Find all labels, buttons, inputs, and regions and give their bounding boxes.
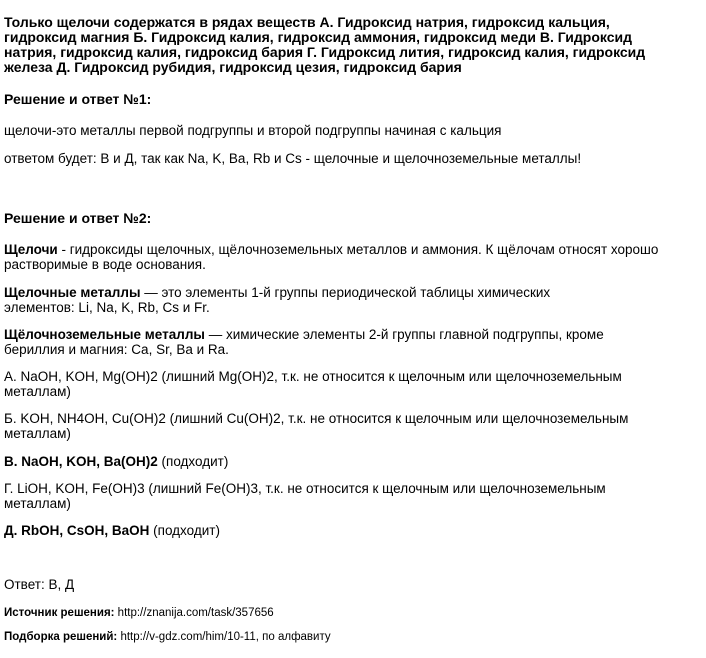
earth-metals-term: Щёлочноземельные металлы	[4, 327, 205, 342]
solution-1-line-1: щелочи-это металлы первой подгруппы и второй подгруппы начиная с кальция	[4, 123, 502, 138]
selection-link[interactable]: http://v-gdz.com/him/10-11, по алфавиту	[117, 631, 331, 643]
solution-2-heading: Решение и ответ №2:	[4, 210, 152, 226]
alkali-metals-definition	[4, 285, 594, 315]
option-d	[4, 523, 694, 538]
option-a: А. NaOH, KOH, Mg(OH)2 (лишний Mg(OH)2, т.к. не относится к щелочным или щелочноземельным металлам)	[4, 369, 622, 399]
alkali-definition	[4, 242, 694, 272]
option-v	[4, 454, 694, 469]
solution-1-heading: Решение и ответ №1:	[4, 91, 152, 107]
alkali-metals-def: — это элементы 1-й группы периодической таблицы химических элементов: Li, Na, K, Rb, Cs и Fr.	[4, 285, 551, 315]
solution-1-line-2: ответом будет: В и Д, так как Na, K, Ba, Rb и Cs - щелочные и щелочноземельные металлы!	[4, 151, 582, 166]
option-g: Г. LiOH, KOH, Fe(OH)3 (лишний Fe(OH)3, т.к. не относится к щелочным или щелочноземельным металлам)	[4, 481, 606, 511]
option-d-formulas: Д. RbOH, CsOH, BaOH	[4, 523, 150, 538]
option-b: Б. KOH, NH4OH, Cu(OH)2 (лишний Cu(OH)2, т.к. не относится к щелочным или щелочноземельным металлам)	[4, 411, 629, 441]
selection-line	[4, 630, 331, 644]
earth-metals-def: — химические элементы 2-й группы главной подгруппы, кроме бериллия и магния: Ca, Sr, Ba и Ra.	[4, 327, 604, 357]
final-answer: Ответ: В, Д	[4, 577, 75, 592]
earth-metals-definition	[4, 327, 664, 357]
option-v-note: (подходит)	[157, 454, 229, 469]
option-d-note: (подходит)	[149, 523, 220, 538]
option-v-formulas: В. NaOH, KOH, Ba(OH)2	[4, 454, 158, 469]
alkali-term: Щелочи	[4, 242, 58, 257]
selection-label: Подборка решений:	[4, 631, 118, 643]
source-link[interactable]: http://znanija.com/task/357656	[114, 607, 274, 619]
source-line	[4, 606, 274, 620]
alkali-metals-term: Щелочные металлы	[4, 285, 141, 300]
alkali-def: - гидроксиды щелочных, щёлочноземельных металлов и аммония. К щёлочам относят хорошо растворимые в воде основания.	[4, 242, 659, 272]
source-label: Источник решения:	[4, 607, 115, 619]
question-text: Только щелочи содержатся в рядах веществ А. Гидроксид натрия, гидроксид кальция, гидроксид магния Б. Гидроксид калия, гидроксид аммония, гидроксид меди В. Гидроксид натрия, гидроксид калия, гидроксид бария Г. Гидроксид лития, гидроксид калия, гидроксид железа Д. Гидроксид рубидия, гидроксид цезия, гидроксид бария	[4, 14, 646, 75]
